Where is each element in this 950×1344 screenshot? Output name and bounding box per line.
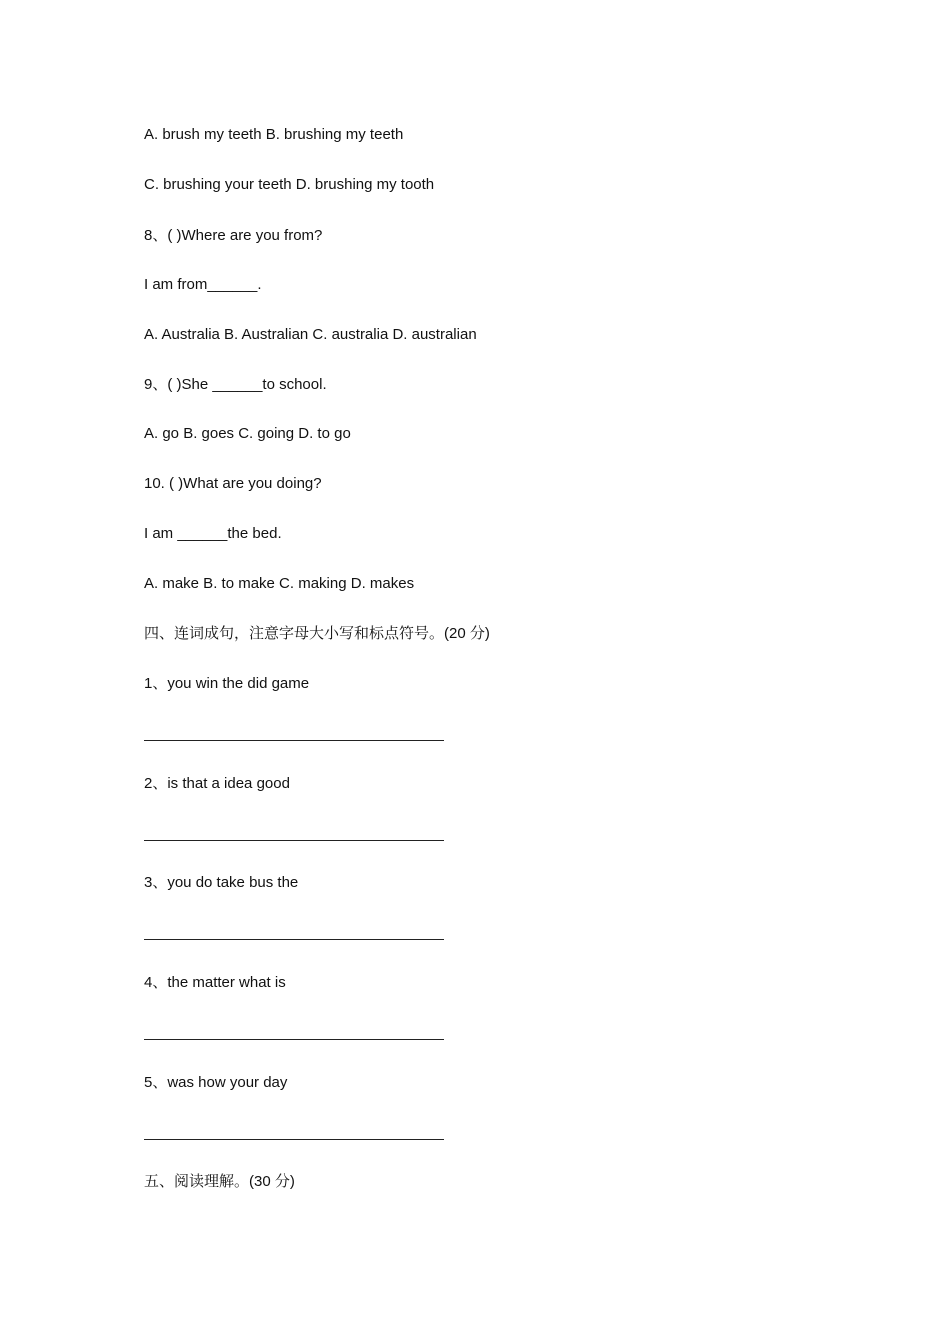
sentence-item-3: 3、you do take bus the bbox=[144, 874, 299, 891]
sentence-item-5: 5、was how your day bbox=[144, 1074, 288, 1091]
section-5-heading: 五、阅读理解。(30 分) bbox=[144, 1173, 295, 1190]
question-7-options-cd: C. brushing your teeth D. brushing my tooth bbox=[144, 176, 435, 193]
question-7-options-ab: A. brush my teeth B. brushing my teeth bbox=[144, 126, 404, 143]
answer-blank-5 bbox=[144, 1139, 444, 1140]
question-10-answer-line: I am ______the bed. bbox=[144, 525, 282, 542]
answer-blank-4 bbox=[144, 1039, 444, 1040]
sentence-item-1: 1、you win the did game bbox=[144, 675, 310, 692]
answer-blank-2 bbox=[144, 840, 444, 841]
question-9-options: A. go B. goes C. going D. to go bbox=[144, 425, 351, 442]
section-4-heading: 四、连词成句，注意字母大小写和标点符号。(20 分) bbox=[144, 625, 490, 642]
question-8-options: A. Australia B. Australian C. australia D. australian bbox=[144, 326, 477, 343]
answer-blank-3 bbox=[144, 939, 444, 940]
question-8-prompt: 8、( )Where are you from? bbox=[144, 227, 323, 244]
sentence-item-2: 2、is that a idea good bbox=[144, 775, 290, 792]
question-10-prompt: 10. ( )What are you doing? bbox=[144, 475, 322, 492]
question-9-prompt: 9、( )She ______to school. bbox=[144, 376, 327, 393]
sentence-item-4: 4、the matter what is bbox=[144, 974, 286, 991]
question-8-answer-line: I am from______. bbox=[144, 276, 262, 293]
answer-blank-1 bbox=[144, 740, 444, 741]
question-10-options: A. make B. to make C. making D. makes bbox=[144, 575, 415, 592]
